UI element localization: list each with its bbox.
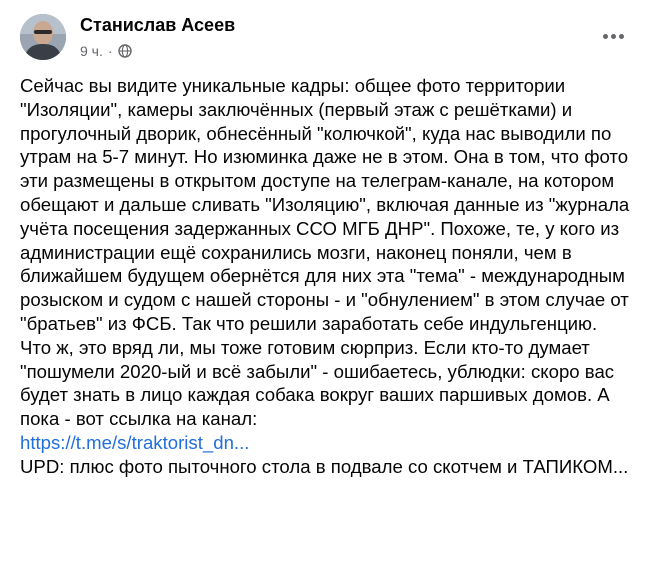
telegram-link[interactable]: https://t.me/s/traktorist_dn... — [20, 431, 250, 453]
post-body: Сейчас вы видите уникальные кадры: общее фото территории "Изоляции", камеры заключённых (первый этаж с решётками) и прогулочный дворик, обнесённый "колючкой", куда нас выводили по утрам на 5-7 минут. Но изюминка даже не в этом. Она в том, что фото эти размещены в открытом доступе на телеграм-канале, на котором обещают и дальше сливать "Изоляцию", включая данные из "журнала учёта посещения задержанных ССО МГБ ДНР". Похоже, те, у кого из администрации ещё сохранились мозги, наконец поняли, чем в ближайшем будущем обернётся для них эта "тема" - международным розыском и судом с нашей стороны - и "обнулением" в этом случае от "братьев" из ФСБ. Так что решили заработать себе индульгенцию. Что ж, это вряд ли, мы тоже готовим сюрприз. Если кто-то думает "пошумели 2020-ый и всё забыли" - ошибаетесь, ублюдки: скоро вас будет знать в лицо каждая собака вокруг ваших паршивых домов. А пока - вот ссылка на канал: — [20, 75, 630, 430]
post-text — [20, 74, 633, 479]
meta-separator: · — [107, 43, 113, 59]
avatar-photo — [20, 14, 66, 60]
post-header — [20, 12, 633, 62]
more-options-button[interactable] — [597, 20, 629, 52]
globe-icon[interactable] — [118, 44, 132, 58]
author-name[interactable]: Станислав Асеев — [80, 15, 236, 35]
post-timestamp[interactable]: 9 ч. — [80, 43, 103, 59]
post-update: UPD: плюс фото пыточного стола в подвале со скотчем и ТАПИКОМ... — [20, 455, 629, 477]
post-meta — [80, 43, 132, 59]
more-options-icon — [603, 34, 624, 39]
author-avatar[interactable] — [20, 14, 66, 60]
